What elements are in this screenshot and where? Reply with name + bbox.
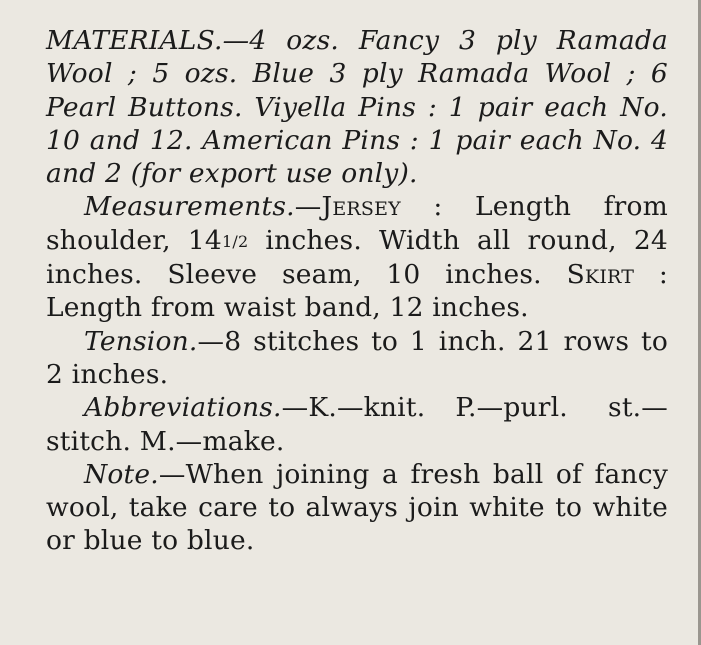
skirt-text: : Length from waist band, 12 inches. [46,259,668,324]
note-paragraph [46,458,668,558]
note-text: —When joining a fresh ball of fancy wool, take care to always join white to white or blue to blue. [46,458,668,557]
materials-heading: MATERIALS. [46,25,223,56]
measurements-paragraph [46,190,668,324]
jersey-text-2: inches. Width all round, 24 inches. Sleeve seam, 10 inches. [46,224,668,291]
measurements-heading: Measurements. [84,191,295,223]
abbreviations-heading: Abbreviations. [84,392,282,424]
tension-paragraph [46,325,668,392]
tension-text: —8 stitches to 1 inch. 21 rows to 2 inches. [46,325,668,390]
materials-paragraph [46,24,668,190]
pattern-text-block [46,24,668,558]
note-heading: Note. [84,458,159,490]
jersey-fraction: 1/2 [221,231,249,251]
tension-heading: Tension. [84,325,198,357]
measurements-dash: — [294,191,322,223]
jersey-label: Jersey [321,191,401,223]
jersey-text-1: : Length from shoulder, 14 [46,191,668,256]
abbreviations-text-2: P.—purl. st.—stitch. M.—make. [46,392,668,457]
skirt-label: Skirt [566,259,635,291]
abbreviations-text-1: —K.—knit. [281,392,426,424]
materials-text: —4 ozs. Fancy 3 ply Ramada Wool ; 5 ozs. Blue 3 ply Ramada Wool ; 6 Pearl Buttons. Viyella Pins : 1 pair each No. 10 and 12. American Pins : 1 pair each No. 4 and 2 (for export use only). [46,25,668,190]
abbreviations-paragraph [46,391,668,458]
